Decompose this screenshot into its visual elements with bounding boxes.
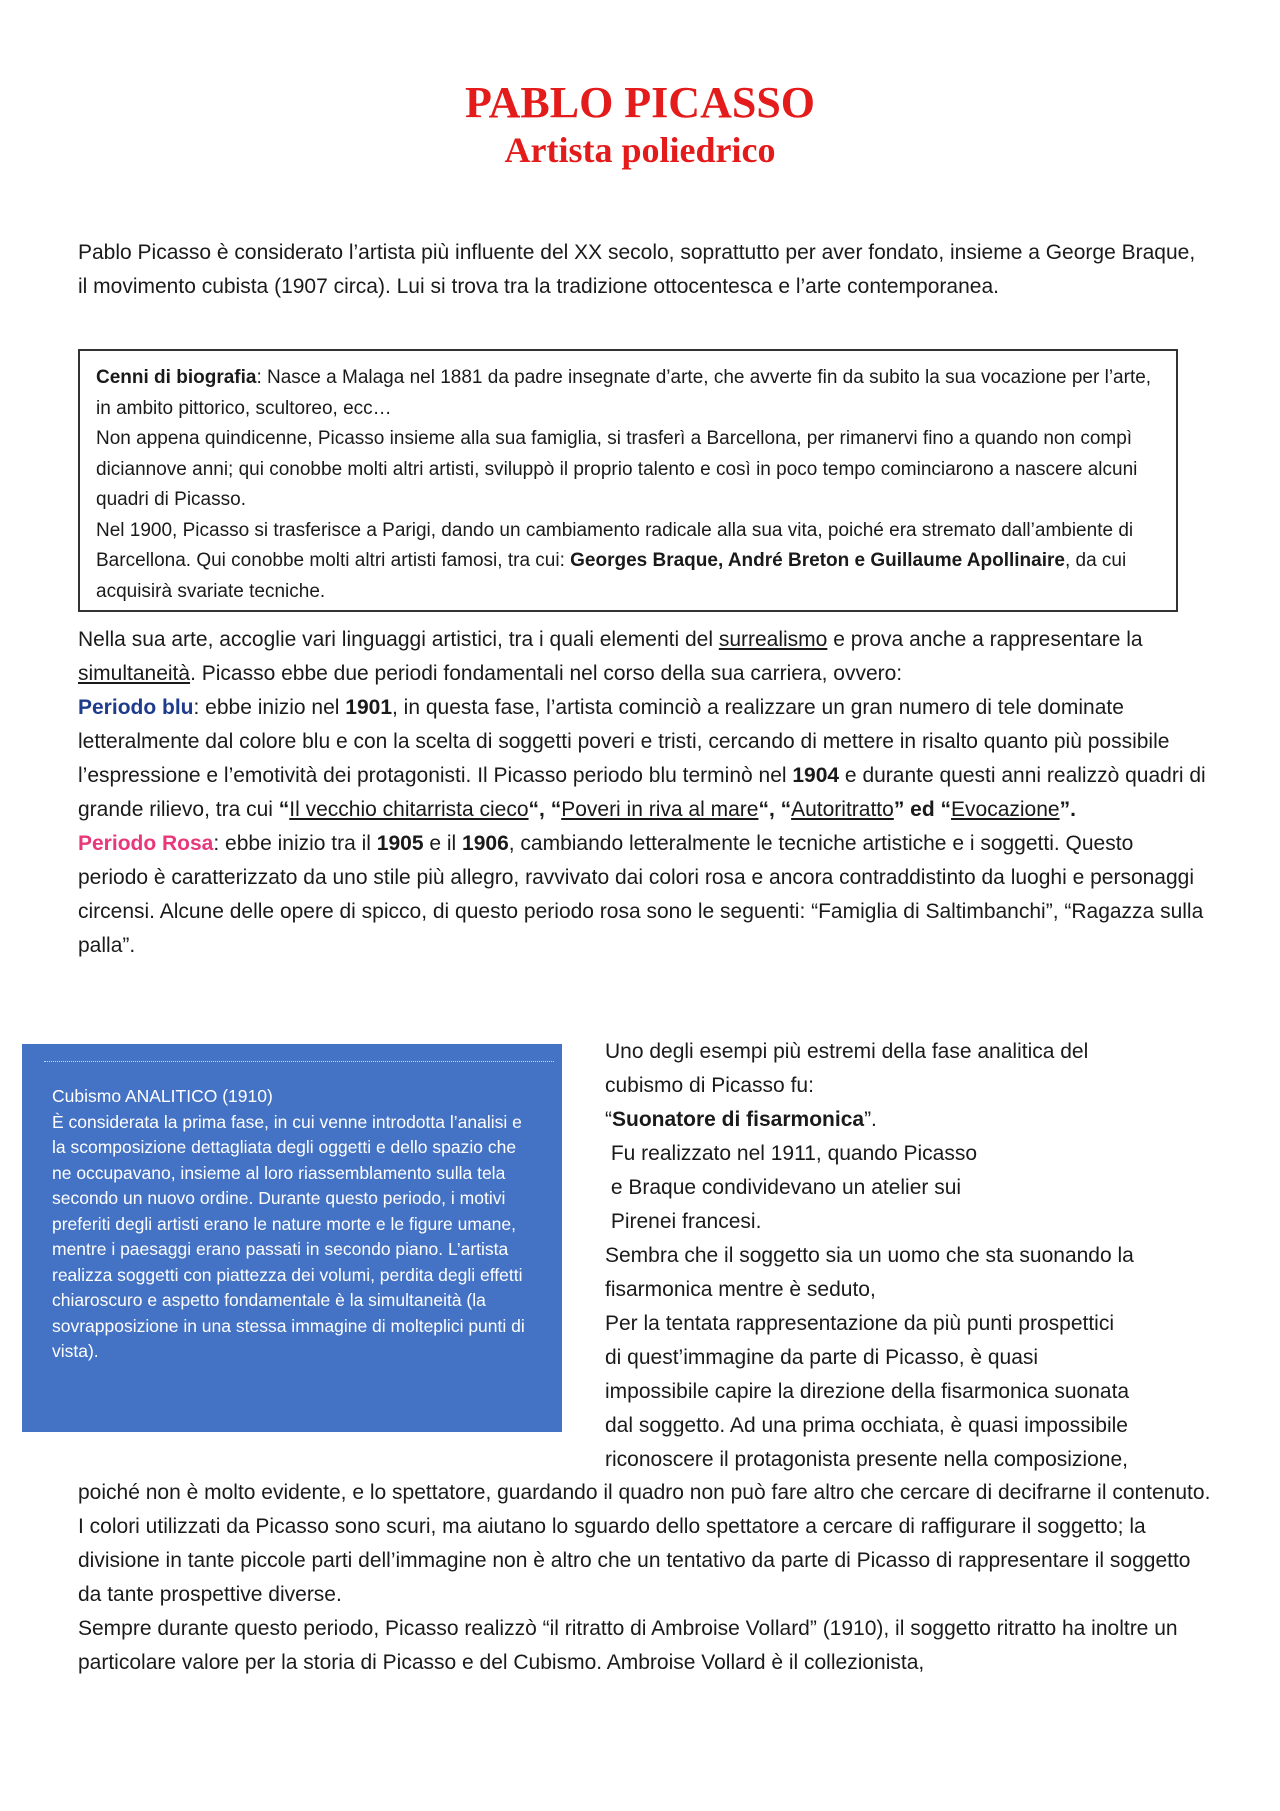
side-line: Uno degli esempi più estremi della fase analitica del [605, 1040, 1089, 1063]
side-line: cubismo di Picasso fu: [605, 1074, 814, 1097]
bio-artists: Georges Braque, André Breton e Guillaume Apollinaire [570, 550, 1065, 571]
rosa-text-2: e il [423, 832, 463, 855]
side-line: di quest’immagine da parte di Picasso, è quasi [605, 1346, 1039, 1369]
main-intro-paragraph [78, 623, 1208, 691]
blu-text-2: , in questa fase, l’artista cominciò a realizzare un gran numero di tele dominate letteralmente dal colore blu e con la scelta di soggetti poveri e tristi, cercando di mettere in risalto quanto più possibile l’espressione e l’emotività dei protagonisti. Il Picasso periodo blu terminò nel [78, 696, 1170, 787]
side-line: dal soggetto. Ad una prima occhiata, è quasi impossibile [605, 1414, 1128, 1437]
bio-paragraph-3 [96, 516, 1160, 608]
blu-text-3: e durante questi anni realizzò quadri di grande rilievo, tra cui [78, 764, 1206, 821]
side-line: impossibile capire la direzione della fisarmonica suonata [605, 1380, 1130, 1403]
cubism-heading: Cubismo ANALITICO (1910) [52, 1086, 273, 1106]
rosa-year-start: 1905 [376, 832, 424, 855]
quote-mark: “, “ [528, 798, 562, 821]
periodo-blu-label: Periodo blu [78, 696, 194, 719]
bio-label: Cenni di biografia [96, 367, 257, 388]
blu-year-start: 1901 [345, 696, 392, 719]
side-line: Fu realizzato nel 1911, quando Picasso [605, 1142, 978, 1165]
quote-mark: ”. [864, 1108, 877, 1131]
rosa-text-3: , cambiando letteralmente le tecniche artistiche e i soggetti. Questo periodo è caratterizzato da uno stile più allegro, ravvivato dai colori rosa e ancora contraddistinto da luoghi e personaggi circensi. Alcune delle opere di spicco, di questo periodo rosa sono le seguenti: “Famiglia di Saltimbanchi”, “Ragazza sulla palla”. [78, 832, 1204, 957]
periodo-rosa-label: Periodo Rosa [78, 832, 214, 855]
callout-divider [44, 1061, 554, 1062]
rosa-year-end: 1906 [462, 832, 509, 855]
work-title-1: Il vecchio chitarrista cieco [289, 798, 529, 821]
quote-mark: “, “ [758, 798, 792, 821]
closing-paragraph-2: Sempre durante questo periodo, Picasso realizzò “il ritratto di Ambroise Vollard” (1910), il soggetto ritratto ha inoltre un particolare valore per la storia di Picasso e del Cubismo. Ambroise Vollard è il collezionista, [78, 1617, 1178, 1674]
bio-text-1: : Nasce a Malaga nel 1881 da padre insegnate d’arte, che avverte fin da subito la sua vocazione per l’arte, in ambito pittorico, scultoreo, ecc… [96, 367, 1152, 419]
bio-paragraph-1 [96, 363, 1160, 424]
side-line: e Braque condividevano un atelier sui [605, 1176, 962, 1199]
side-line: Pirenei francesi. [605, 1210, 762, 1233]
bio-text-3a: Nel 1900, Picasso si trasferisce a Parigi, dando un cambiamento radicale alla sua vita, poiché era stremato dall’ambiente di Barcellona. Qui conobbe molti altri artisti famosi, tra cui: [96, 519, 1134, 571]
main-text-3: . Picasso ebbe due periodi fondamentali nel corso della sua carriera, ovvero: [190, 662, 903, 685]
main-text-2: e prova anche a rappresentare la [827, 628, 1143, 651]
blu-year-end: 1904 [792, 764, 840, 787]
simultaneita-term: simultaneità [78, 662, 191, 685]
main-section [78, 623, 1208, 963]
artwork-title: Suonatore di fisarmonica [612, 1108, 865, 1131]
page-subtitle: Artista poliedrico [504, 130, 776, 170]
quote-mark: ”. [1059, 798, 1076, 821]
biography-box [78, 349, 1178, 612]
artwork-title-line [605, 1103, 1205, 1137]
side-line: riconoscere il protagonista presente nella composizione, [605, 1448, 1128, 1471]
periodo-rosa-paragraph [78, 827, 1208, 963]
cubism-text: È considerata la prima fase, in cui venne introdotta l’analisi e la scomposizione dettagliata degli oggetti e dello spazio che ne occupavano, insieme al loro riassemblamento sulla tela secondo un nuovo ordine. Durante questo periodo, i motivi preferiti degli artisti erano le nature morte e le figure umane, mentre i paesaggi erano passati in secondo piano. L’artista realizza soggetti con piattezza dei volumi, perdita degli effetti chiaroscuro e aspetto fondamentale è la simultaneità (la sovrapposizione in una stessa immagine di molteplici punti di vista). [52, 1111, 525, 1361]
closing-paragraph-1: poiché non è molto evidente, e lo spettatore, guardando il quadro non può fare altro che cercare di decifrarne il contenuto. I colori utilizzati da Picasso sono scuri, ma aiutano lo sguardo dello spettatore a cercare di raffigurare il soggetto; la divisione in tante piccole parti dell’immagine non è altro che un tentativo da parte di Picasso di rappresentare il soggetto da tante prospettive diverse. [78, 1481, 1211, 1606]
quote-mark: “ [278, 798, 290, 821]
side-line: Per la tentata rappresentazione da più punti prospettici [605, 1312, 1114, 1335]
main-text-1: Nella sua arte, accoglie vari linguaggi artistici, tra i quali elementi del [78, 628, 719, 651]
bio-paragraph-2: Non appena quindicenne, Picasso insieme alla sua famiglia, si trasferì a Barcellona, per rimanervi fino a quando non compì diciannove anni; qui conobbe molti altri artisti, sviluppò il proprio talento e così in poco tempo cominciarono a nascere alcuni quadri di Picasso. [96, 428, 1138, 510]
surrealismo-term: surrealismo [718, 628, 828, 651]
work-title-3: Autoritratto [791, 798, 894, 821]
quote-mark: “ [605, 1108, 612, 1131]
side-line: fisarmonica mentre è seduto, [605, 1278, 876, 1301]
blu-text-1: : ebbe inizio nel [193, 696, 346, 719]
work-title-4: Evocazione [951, 798, 1060, 821]
rosa-text-1: : ebbe inizio tra il [213, 832, 377, 855]
closing-section [78, 1476, 1218, 1680]
accordion-player-section [605, 1035, 1205, 1477]
title-block [0, 78, 1280, 172]
intro-paragraph: Pablo Picasso è considerato l’artista più influente del XX secolo, soprattutto per aver fondato, insieme a George Braque, il movimento cubista (1907 circa). Lui si trova tra la tradizione ottocentesca e l’arte contemporanea. [78, 241, 1196, 298]
quote-mark: ” ed “ [893, 798, 952, 821]
bio-text-3b: , da cui acquisirà svariate tecniche. [96, 550, 1127, 602]
work-title-2: Poveri in riva al mare [561, 798, 759, 821]
side-line: Sembra che il soggetto sia un uomo che sta suonando la [605, 1244, 1134, 1267]
periodo-blu-paragraph [78, 691, 1208, 827]
page-title: PABLO PICASSO [464, 78, 816, 127]
cubism-callout-box [22, 1044, 562, 1432]
